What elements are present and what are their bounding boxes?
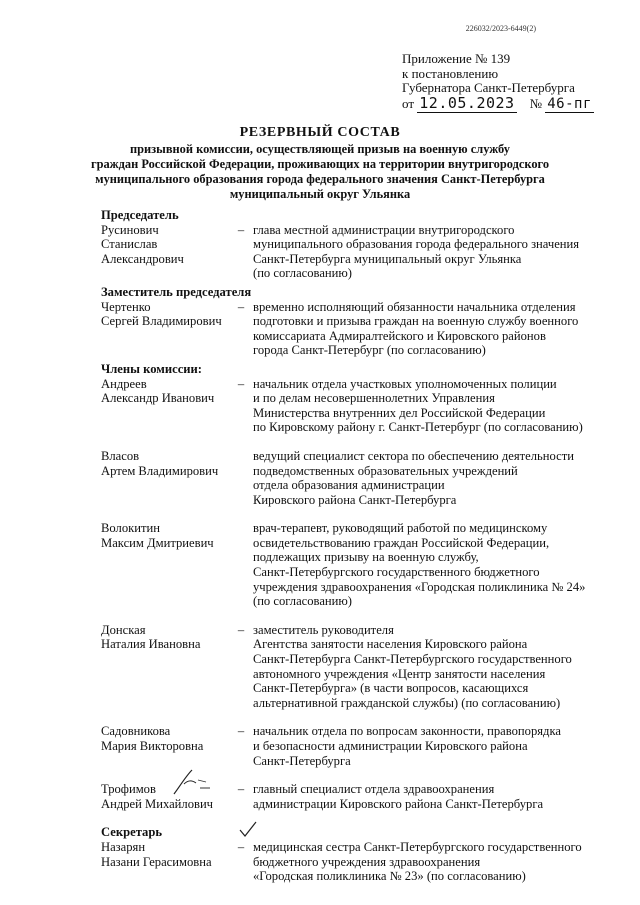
- chairman-entry: [101, 223, 601, 281]
- position-line: города Санкт-Петербург (по согласованию): [253, 343, 486, 358]
- name-line: Максим Дмитриевич: [101, 535, 214, 550]
- document-title: РЕЗЕРВНЫЙ СОСТАВ: [239, 125, 401, 140]
- position-line: (по согласованию): [253, 266, 353, 281]
- position-line: глава местной администрации внутригородского: [253, 222, 515, 237]
- member-position: [253, 521, 601, 609]
- member-name: [101, 300, 229, 329]
- dash: –: [237, 376, 245, 391]
- position-line: Санкт-Петербурга муниципальный округ Ульянка: [253, 251, 522, 266]
- position-line: ведущий специалист сектора по обеспечению деятельности: [253, 448, 574, 463]
- position-line: Санкт-Петербурга: [253, 753, 351, 768]
- member-name: [101, 840, 229, 869]
- name-line: Чертенко: [101, 299, 151, 314]
- position-line: начальник отдела по вопросам законности, правопорядка: [253, 724, 561, 739]
- position-line: Кировского района Санкт-Петербурга: [253, 492, 457, 507]
- position-line: подлежащих призыву на военную службу,: [253, 550, 479, 565]
- annex-date: 12.05.2023: [419, 93, 515, 112]
- position-line: Министерства внутренних дел Российской Федерации: [253, 405, 546, 420]
- document-registration-number: 226032/2023-6449(2): [465, 24, 536, 33]
- deputy-heading: Заместитель председателя: [101, 284, 252, 299]
- name-line: Мария Викторовна: [101, 739, 204, 753]
- member-position: [253, 377, 601, 435]
- position-line: (по согласованию): [253, 594, 353, 609]
- dash: –: [237, 724, 245, 739]
- position-line: медицинская сестра Санкт-Петербургского государственного: [253, 839, 582, 854]
- position-line: подготовки и призыва граждан на военную службу военного: [253, 314, 579, 329]
- position-line: Агентства занятости населения Кировского района: [253, 637, 528, 652]
- member-entry: [101, 377, 601, 435]
- member-position: [253, 300, 601, 358]
- position-line: начальник отдела участковых уполномоченных полиции: [253, 376, 557, 391]
- position-line: по Кировскому району г. Санкт-Петербург (по согласованию): [253, 420, 583, 435]
- position-line: Санкт-Петербургского государственного бюджетного: [253, 565, 540, 580]
- position-line: Санкт-Петербурга Санкт-Петербургского государственного: [253, 652, 572, 667]
- dash: –: [237, 622, 245, 637]
- annex-number-label: №: [529, 95, 542, 111]
- name-line: Станислав: [101, 237, 158, 252]
- annex-issuer: Губернатора Санкт-Петербурга: [402, 80, 575, 95]
- dash: –: [237, 299, 245, 314]
- position-line: администрации Кировского района Санкт-Петербурга: [253, 796, 544, 811]
- member-position: [253, 223, 601, 281]
- position-line: бюджетного учреждения здравоохранения: [253, 854, 481, 869]
- member-entry: [101, 724, 601, 768]
- annex-reference: к постановлению: [402, 65, 499, 81]
- members-heading: Члены комиссии:: [101, 361, 203, 376]
- subtitle-line: муниципальный округ Ульянка: [229, 187, 411, 201]
- member-entry: [101, 449, 601, 507]
- position-line: и безопасности администрации Кировского района: [253, 739, 528, 753]
- member-entry: [101, 623, 601, 711]
- annex-block: [402, 52, 594, 111]
- name-line: Назани Герасимовна: [101, 854, 212, 869]
- position-line: и по делам несовершеннолетних Управления: [253, 391, 495, 406]
- member-position: [253, 623, 601, 711]
- position-line: комиссариата Адмиралтейского и Кировского районов: [253, 328, 546, 343]
- position-line: «Городская поликлиника № 23» (по согласованию): [253, 869, 526, 884]
- annex-decree-number: 46-пг: [547, 95, 592, 112]
- name-line: Русинович: [101, 222, 159, 237]
- name-line: Александрович: [101, 251, 184, 266]
- member-name: [101, 724, 229, 753]
- member-name: [101, 449, 229, 478]
- handwritten-tick-mark: [238, 820, 258, 838]
- document-heading: [0, 125, 640, 202]
- member-name: [101, 377, 229, 406]
- dash: –: [237, 222, 245, 237]
- position-line: заместитель руководителя: [253, 622, 394, 637]
- annex-number: Приложение № 139: [402, 51, 511, 66]
- position-line: временно исполняющий обязанности начальника отделения: [253, 299, 576, 314]
- member-name: [101, 623, 229, 652]
- subtitle-line: граждан Российской Федерации, проживающих на территории внутригородского: [90, 157, 550, 171]
- document-subtitle: [0, 142, 640, 202]
- name-line: Александр Иванович: [101, 391, 215, 406]
- position-line: врач-терапевт, руководящий работой по медицинскому: [253, 521, 548, 536]
- name-line: Сергей Владимирович: [101, 314, 222, 329]
- subtitle-line: муниципального образования города федерального значения Санкт-Петербурга: [95, 172, 545, 186]
- subtitle-line: призывной комиссии, осуществляющей призыв на военную службу: [130, 142, 510, 156]
- name-line: Андрей Михайлович: [101, 796, 214, 811]
- chairman-heading: Председатель: [101, 208, 179, 222]
- name-line: Донская: [101, 622, 146, 637]
- name-line: Андреев: [101, 376, 147, 391]
- annex-from-label: от: [402, 95, 415, 111]
- position-line: освидетельствованию граждан Российской Федерации,: [253, 535, 550, 550]
- name-line: Садовникова: [101, 724, 171, 739]
- name-line: Власов: [101, 448, 140, 463]
- position-line: альтернативной гражданской службы) (по согласованию): [253, 695, 561, 710]
- secretary-heading: Секретарь: [101, 825, 162, 840]
- position-line: автономного учреждения «Центр занятости населения: [253, 666, 546, 681]
- handwritten-initial-mark: [170, 768, 214, 798]
- position-line: Санкт-Петербурга» (в части вопросов, касающихся: [253, 681, 529, 696]
- name-line: Волокитин: [101, 521, 160, 536]
- member-position: [253, 724, 601, 768]
- deputy-entry: [101, 300, 601, 358]
- member-position: [253, 449, 601, 507]
- name-line: Артем Владимирович: [101, 463, 219, 478]
- dash: –: [237, 839, 245, 854]
- position-line: учреждения здравоохранения «Городская поликлиника № 24»: [253, 579, 586, 594]
- annex-date-line: [402, 93, 594, 112]
- position-line: главный специалист отдела здравоохранения: [253, 782, 495, 797]
- member-name: [101, 521, 229, 550]
- member-position: [253, 782, 601, 811]
- dash: –: [237, 782, 245, 797]
- name-line: Назарян: [101, 839, 146, 854]
- position-line: подведомственных образовательных учреждений: [253, 463, 518, 478]
- name-line: Наталия Ивановна: [101, 637, 201, 652]
- member-entry: [101, 521, 601, 609]
- name-line: Трофимов: [101, 782, 156, 797]
- position-line: муниципального образования города федерального значения: [253, 237, 580, 252]
- member-name: [101, 223, 229, 267]
- secretary-entry: [101, 840, 601, 884]
- member-position: [253, 840, 601, 884]
- position-line: отдела образования администрации: [253, 478, 445, 493]
